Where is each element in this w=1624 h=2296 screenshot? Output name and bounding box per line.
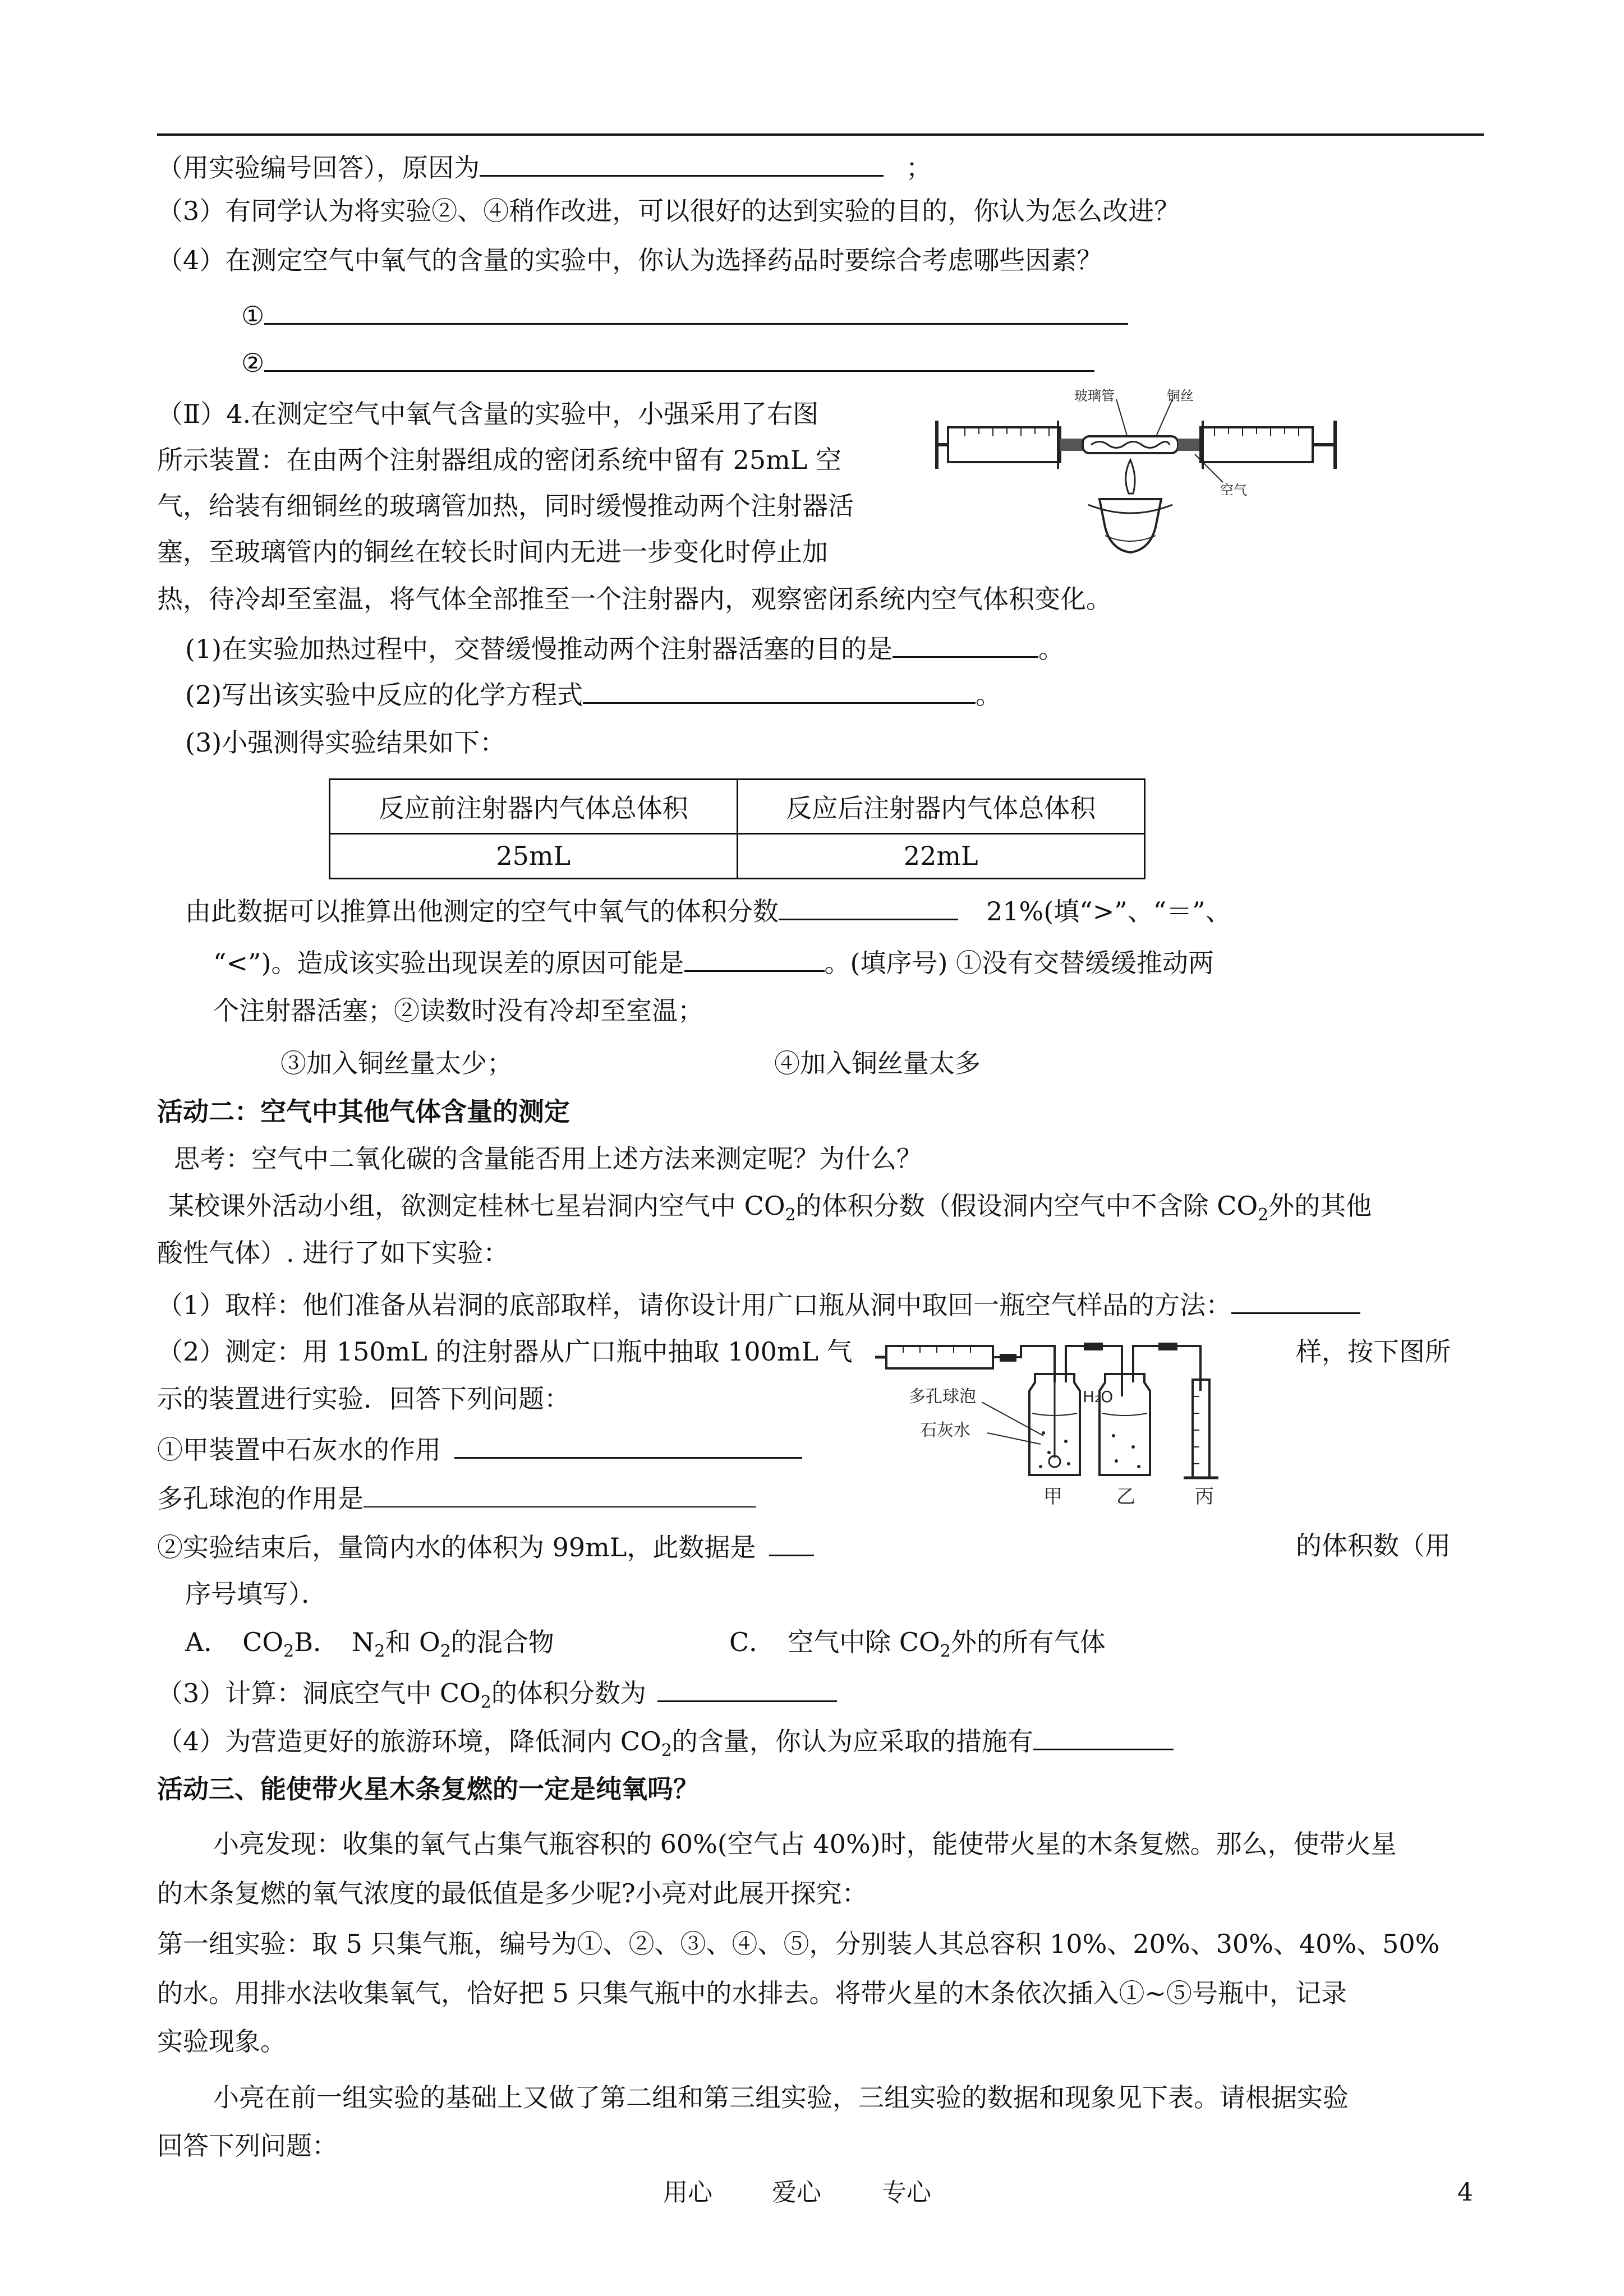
text-line: 样，按下图所 — [1296, 1336, 1451, 1367]
text-line: 气，给装有细铜丝的玻璃管加热，同时缓慢推动两个注射器活 — [157, 491, 854, 521]
text-line: ③加入铜丝量太少； — [280, 1048, 513, 1078]
line-text: ② — [241, 348, 265, 378]
subscript: 2 — [661, 1741, 672, 1761]
answer-blank[interactable] — [657, 1675, 837, 1702]
table-header-before: 反应前注射器内气体总体积 — [330, 780, 738, 834]
text-line — [157, 149, 932, 185]
line-text: 的体积分数（假设洞内空气中不含除 CO — [795, 1191, 1258, 1221]
subscript: 2 — [374, 1642, 385, 1662]
text-line — [157, 1287, 1360, 1322]
text-line: 回答下列问题： — [157, 2131, 338, 2161]
line-text: 。 — [976, 680, 1002, 710]
line-text: （用实验编号回答），原因为 — [157, 153, 480, 183]
answer-blank[interactable] — [264, 344, 1094, 372]
line-text: (2)写出该实验中反应的化学方程式 — [185, 680, 583, 710]
line-text: C． 空气中除 CO — [729, 1627, 940, 1657]
text-line — [157, 1481, 756, 1515]
text-line: 个注射器活塞；②读数时没有冷却至室温； — [213, 995, 703, 1026]
label-lime-water: 石灰水 — [920, 1421, 970, 1440]
text-line — [729, 1625, 1106, 1668]
line-text: （4）为营造更好的旅游环境，降低洞内 CO — [157, 1726, 661, 1756]
answer-blank[interactable] — [454, 1431, 802, 1459]
subscript: 2 — [440, 1642, 451, 1662]
text-line — [168, 1189, 1372, 1232]
section-heading: 活动二：空气中其他气体含量的测定 — [157, 1096, 570, 1127]
subscript: 2 — [480, 1693, 491, 1713]
answer-blank[interactable] — [892, 630, 1038, 658]
text-line — [157, 1431, 802, 1467]
label-air: 空气 — [1220, 482, 1247, 498]
text-line: 热，待冷却至室温，将气体全部推至一个注射器内，观察密闭系统内空气体积变化。 — [157, 584, 1112, 614]
label-porous-bubbler: 多孔球泡 — [909, 1387, 976, 1407]
line-text: A． CO — [185, 1627, 284, 1657]
text-line — [157, 1723, 1174, 1768]
text-line: 示的装置进行实验．回答下列问题： — [157, 1384, 570, 1414]
subscript: 2 — [940, 1642, 951, 1662]
line-text: 21%(填“>”、“＝”、 — [986, 896, 1231, 926]
label-bing: 丙 — [1195, 1486, 1214, 1508]
answer-blank[interactable] — [364, 1481, 756, 1507]
answer-blank[interactable] — [779, 893, 958, 920]
line-text: 外的所有气体 — [950, 1627, 1106, 1657]
label-jia: 甲 — [1043, 1486, 1062, 1508]
text-line: 思考：空气中二氧化碳的含量能否用上述方法来测定呢？为什么？ — [174, 1144, 922, 1174]
text-line: 塞，至玻璃管内的铜丝在较长时间内无进一步变化时停止加 — [157, 537, 828, 567]
syringe-apparatus-figure — [931, 387, 1358, 572]
text-line: 的体积数（用 — [1296, 1530, 1451, 1561]
text-line: （Ⅱ）4.在测定空气中氧气含量的实验中，小强采用了右图 — [157, 399, 819, 429]
line-text: 。 — [1038, 634, 1065, 664]
text-line — [157, 1529, 814, 1564]
page-number: 4 — [1457, 2178, 1473, 2207]
text-line: ④加入铜丝量太多 — [774, 1048, 981, 1078]
answer-blank[interactable] — [684, 944, 825, 972]
text-line: （2）测定：用 150mL 的注射器从广口瓶中抽取 100mL 气 — [157, 1336, 853, 1367]
subscript: 2 — [1258, 1205, 1269, 1225]
label-copper-wire: 铜丝 — [1167, 388, 1194, 404]
text-line: 小亮发现：收集的氧气占集气瓶容积的 60%(空气占 40%)时，能使带火星的木条复燃。那么，使带火星 — [213, 1829, 1397, 1859]
line-text: 。(填序号) ①没有交替缓缓推动两 — [824, 948, 1214, 978]
table-header-after: 反应后注射器内气体总体积 — [737, 780, 1145, 834]
text-line: （4）在测定空气中氧气的含量的实验中，你认为选择药品时要综合考虑哪些因素？ — [157, 245, 1103, 275]
line-text: 和 O — [385, 1627, 440, 1657]
text-line — [241, 344, 1094, 380]
subscript: 2 — [283, 1642, 295, 1662]
text-line: 小亮在前一组实验的基础上又做了第二组和第三组实验，三组实验的数据和现象见下表。请根据实验 — [213, 2082, 1349, 2113]
text-line: 第一组实验：取 5 只集气瓶，编号为①、②、③、④、⑤，分别装人其总容积 10%、20%、30%、40%、50% — [157, 1929, 1440, 1959]
line-text: “<”)。造成该实验出现误差的原因可能是 — [213, 948, 684, 978]
text-line — [185, 893, 1231, 928]
line-text: 的体积分数为 — [491, 1678, 646, 1708]
text-line: 的木条复燃的氧气浓度的最低值是多少呢?小亮对此展开探究： — [157, 1878, 868, 1908]
line-text: （1）取样：他们准备从岩洞的底部取样，请你设计用广口瓶从洞中取回一瓶空气样品的方法： — [157, 1290, 1232, 1320]
line-text: 外的其他 — [1268, 1191, 1372, 1221]
text-line: （3）有同学认为将实验②、④稍作改进，可以很好的达到实验的目的，你认为怎么改进？ — [157, 196, 1180, 226]
text-line: 的水。用排水法收集氧气，恰好把 5 只集气瓶中的水排去。将带火星的木条依次插入①~⑤号瓶中，记录 — [157, 1978, 1347, 2008]
answer-blank[interactable] — [480, 149, 884, 177]
footer-aixin: 爱心 — [772, 2178, 821, 2207]
answer-blank[interactable] — [1231, 1287, 1360, 1314]
answer-blank[interactable] — [264, 297, 1128, 325]
line-text: 由此数据可以推算出他测定的空气中氧气的体积分数 — [185, 896, 779, 926]
section-heading: 活动三、能使带火星木条复燃的一定是纯氧吗？ — [157, 1774, 699, 1804]
footer-yongxin: 用心 — [663, 2178, 712, 2207]
table-cell-before: 25mL — [330, 833, 738, 878]
line-text: 某校课外活动小组，欲测定桂林七星岩洞内空气中 CO — [168, 1191, 785, 1221]
results-table — [329, 778, 1145, 879]
text-line: 实验现象。 — [157, 2026, 286, 2057]
text-line — [213, 944, 1214, 980]
text-line — [185, 1625, 554, 1668]
subscript: 2 — [785, 1205, 796, 1225]
text-line: 酸性气体）. 进行了如下实验： — [157, 1238, 509, 1268]
line-text: （3）计算：洞底空气中 CO — [157, 1678, 481, 1708]
line-text: 的含量，你认为应采取的措施有 — [671, 1726, 1033, 1756]
answer-blank[interactable] — [769, 1529, 814, 1556]
line-text: 的混合物 — [450, 1627, 554, 1657]
text-line — [241, 297, 1128, 333]
line-text: ①甲装置中石灰水的作用 — [157, 1435, 441, 1465]
line-text: (1)在实验加热过程中，交替缓慢推动两个注射器活塞的目的是 — [185, 634, 893, 664]
gas-measuring-apparatus-figure — [875, 1329, 1279, 1509]
answer-blank[interactable] — [583, 676, 976, 704]
line-text: ②实验结束后，量筒内水的体积为 99mL，此数据是 — [157, 1532, 756, 1562]
table-cell-after: 22mL — [737, 833, 1145, 878]
label-yi: 乙 — [1116, 1486, 1135, 1508]
footer-zhuanxin: 专心 — [882, 2178, 931, 2207]
label-glass-tube: 玻璃管 — [1074, 388, 1115, 404]
text-line — [185, 676, 1001, 712]
text-line: 所示装置：在由两个注射器组成的密闭系统中留有 25mL 空 — [157, 445, 841, 475]
line-text: B． N — [294, 1627, 375, 1657]
text-line — [157, 1675, 837, 1719]
text-line: (3)小强测得实验结果如下： — [185, 727, 506, 758]
label-water: H₂O — [1083, 1387, 1114, 1406]
answer-blank[interactable] — [1033, 1723, 1174, 1750]
text-line: 序号填写）． — [185, 1579, 327, 1609]
header-rule — [157, 133, 1484, 136]
line-text: ； — [906, 153, 932, 183]
text-line — [185, 630, 1064, 666]
table-row — [330, 833, 1145, 878]
line-text: ① — [241, 301, 265, 331]
table-row — [330, 780, 1145, 834]
line-text: 多孔球泡的作用是 — [157, 1483, 364, 1514]
